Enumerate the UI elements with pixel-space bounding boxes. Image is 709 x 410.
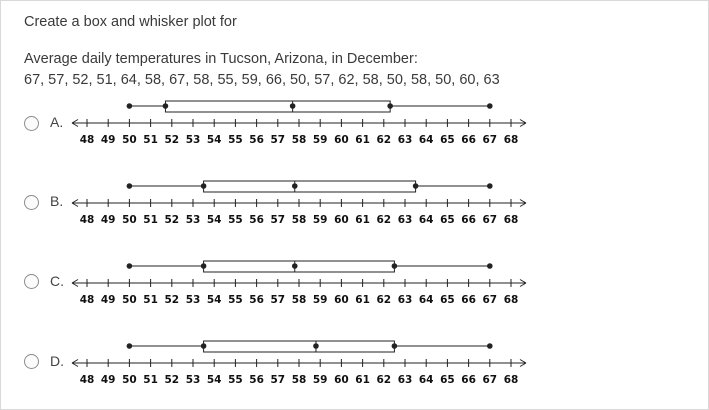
tick-label: 59 — [312, 374, 328, 386]
tick-label: 54 — [206, 374, 222, 386]
tick-label: 57 — [270, 374, 286, 386]
tick-label: 49 — [100, 134, 116, 146]
tick-label: 67 — [482, 374, 498, 386]
tick-label: 55 — [228, 134, 243, 146]
tick-label: 68 — [503, 294, 519, 306]
tick-label: 68 — [503, 214, 519, 226]
tick-label: 48 — [79, 134, 95, 146]
question-prompt: Create a box and whisker plot for — [24, 14, 237, 30]
minimum-point — [127, 103, 133, 109]
tick-label: 68 — [503, 134, 519, 146]
q1-point — [201, 343, 207, 349]
tick-label: 65 — [440, 134, 455, 146]
tick-label: 56 — [249, 214, 264, 226]
tick-label: 59 — [312, 134, 328, 146]
tick-label: 67 — [482, 294, 498, 306]
option-label-b[interactable]: B. — [50, 193, 64, 209]
median-point — [290, 103, 296, 109]
tick-label: 58 — [291, 134, 307, 146]
tick-label: 49 — [100, 294, 116, 306]
option-label-c[interactable]: C. — [50, 273, 64, 289]
tick-label: 64 — [418, 294, 434, 306]
tick-label: 52 — [164, 374, 180, 386]
tick-label: 62 — [376, 374, 392, 386]
tick-label: 55 — [228, 294, 243, 306]
tick-label: 52 — [164, 294, 180, 306]
tick-label: 66 — [461, 214, 476, 226]
tick-label: 64 — [418, 374, 434, 386]
tick-label: 61 — [355, 214, 370, 226]
tick-label: 66 — [461, 374, 476, 386]
problem-statement — [24, 49, 500, 91]
minimum-point — [127, 183, 133, 189]
tick-label: 64 — [418, 214, 434, 226]
iqr-box — [204, 261, 395, 272]
median-point — [292, 263, 298, 269]
tick-label: 65 — [440, 214, 455, 226]
tick-label: 61 — [355, 374, 370, 386]
median-point — [292, 183, 298, 189]
tick-label: 60 — [334, 134, 349, 146]
tick-label: 63 — [397, 294, 413, 306]
tick-label: 55 — [228, 374, 243, 386]
tick-label: 58 — [291, 294, 307, 306]
tick-label: 59 — [312, 214, 328, 226]
tick-label: 63 — [397, 374, 413, 386]
tick-label: 55 — [228, 214, 243, 226]
iqr-box — [204, 341, 395, 352]
iqr-box — [165, 101, 390, 112]
tick-label: 48 — [79, 214, 95, 226]
q3-point — [387, 103, 393, 109]
problem-data-values: 67, 57, 52, 51, 64, 58, 67, 58, 55, 59, 66, 50, 57, 62, 58, 50, 58, 50, 60, 63 — [24, 72, 500, 88]
maximum-point — [487, 183, 493, 189]
tick-label: 48 — [79, 294, 95, 306]
tick-label: 51 — [143, 374, 158, 386]
tick-label: 49 — [100, 374, 116, 386]
tick-label: 65 — [440, 294, 455, 306]
box-plot-d — [0, 333, 709, 393]
q3-point — [392, 343, 398, 349]
answer-option-d[interactable] — [0, 333, 709, 393]
tick-label: 57 — [270, 294, 286, 306]
tick-label: 49 — [100, 214, 116, 226]
tick-label: 52 — [164, 134, 180, 146]
maximum-point — [487, 263, 493, 269]
tick-label: 58 — [291, 214, 307, 226]
box-plot-b — [0, 173, 709, 233]
tick-label: 62 — [376, 134, 392, 146]
tick-label: 67 — [482, 214, 498, 226]
tick-label: 54 — [206, 214, 222, 226]
tick-label: 56 — [249, 294, 264, 306]
tick-label: 51 — [143, 294, 158, 306]
problem-context: Average daily temperatures in Tucson, Arizona, in December: — [24, 51, 418, 67]
tick-label: 61 — [355, 134, 370, 146]
tick-label: 53 — [185, 294, 201, 306]
tick-label: 62 — [376, 214, 392, 226]
maximum-point — [487, 103, 493, 109]
tick-label: 68 — [503, 374, 519, 386]
q3-point — [392, 263, 398, 269]
option-label-d[interactable]: D. — [50, 353, 64, 369]
tick-label: 66 — [461, 134, 476, 146]
tick-label: 50 — [122, 214, 137, 226]
tick-label: 64 — [418, 134, 434, 146]
tick-label: 56 — [249, 374, 264, 386]
tick-label: 52 — [164, 214, 180, 226]
tick-label: 66 — [461, 294, 476, 306]
tick-label: 53 — [185, 134, 201, 146]
answer-option-a[interactable] — [0, 93, 709, 153]
tick-label: 56 — [249, 134, 264, 146]
box-plot-c — [0, 253, 709, 313]
tick-label: 63 — [397, 214, 413, 226]
tick-label: 54 — [206, 134, 222, 146]
q1-point — [201, 263, 207, 269]
answer-option-c[interactable] — [0, 253, 709, 313]
tick-label: 60 — [334, 374, 349, 386]
tick-label: 51 — [143, 134, 158, 146]
tick-label: 57 — [270, 214, 286, 226]
tick-label: 58 — [291, 374, 307, 386]
q3-point — [413, 183, 419, 189]
median-point — [313, 343, 319, 349]
tick-label: 59 — [312, 294, 328, 306]
q1-point — [163, 103, 169, 109]
tick-label: 53 — [185, 214, 201, 226]
tick-label: 67 — [482, 134, 498, 146]
tick-label: 60 — [334, 294, 349, 306]
tick-label: 48 — [79, 374, 95, 386]
iqr-box — [204, 181, 416, 192]
answer-option-b[interactable] — [0, 173, 709, 233]
tick-label: 61 — [355, 294, 370, 306]
minimum-point — [127, 263, 133, 269]
tick-label: 53 — [185, 374, 201, 386]
q1-point — [201, 183, 207, 189]
tick-label: 54 — [206, 294, 222, 306]
tick-label: 63 — [397, 134, 413, 146]
tick-label: 50 — [122, 374, 137, 386]
option-label-a[interactable]: A. — [50, 114, 64, 130]
tick-label: 62 — [376, 294, 392, 306]
box-plot-a — [0, 93, 709, 153]
minimum-point — [127, 343, 133, 349]
maximum-point — [487, 343, 493, 349]
tick-label: 50 — [122, 134, 137, 146]
tick-label: 51 — [143, 214, 158, 226]
tick-label: 57 — [270, 134, 286, 146]
tick-label: 60 — [334, 214, 349, 226]
tick-label: 50 — [122, 294, 137, 306]
tick-label: 65 — [440, 374, 455, 386]
